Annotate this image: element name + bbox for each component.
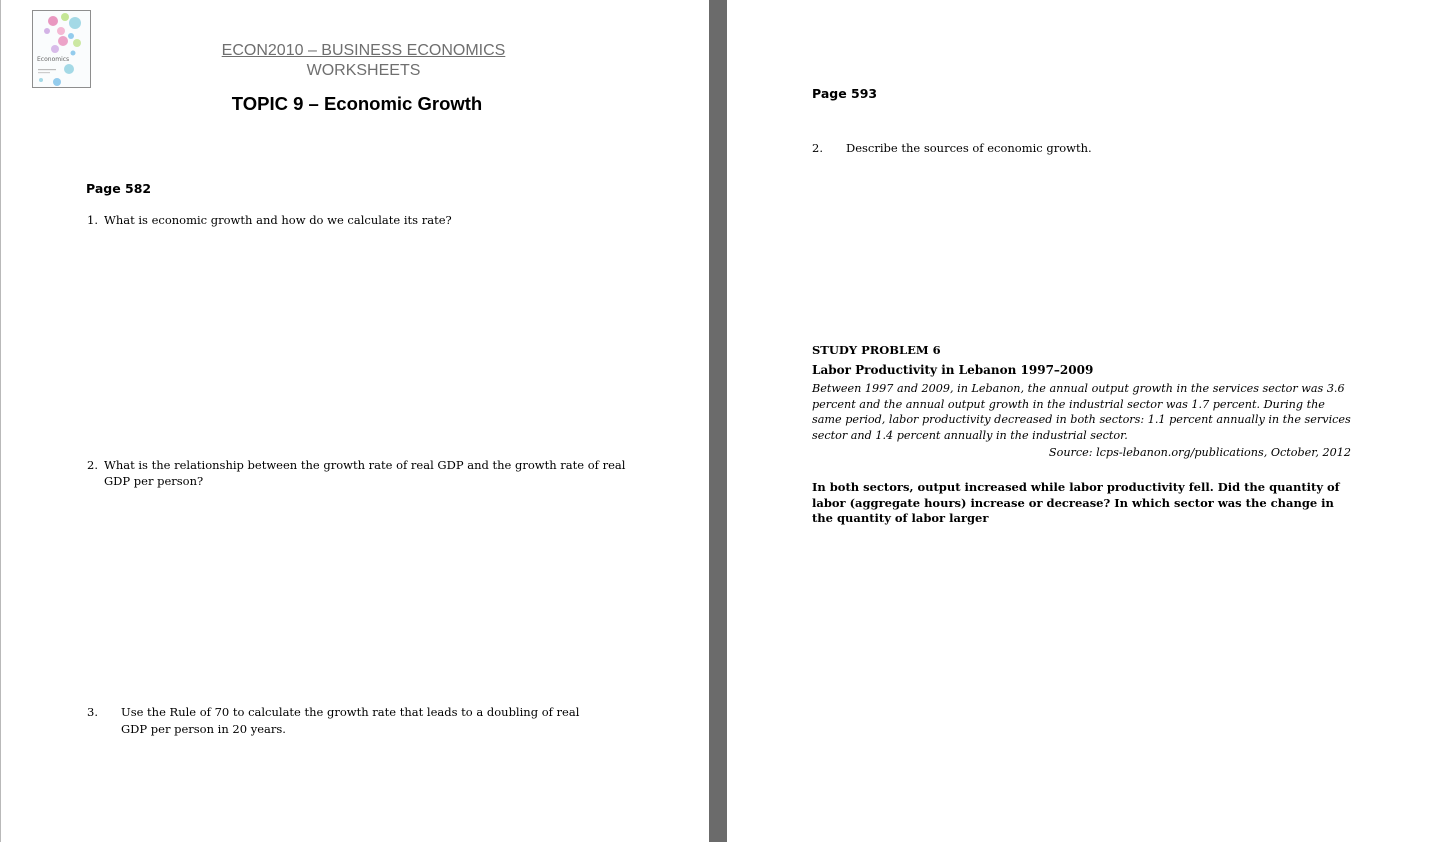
study-problem-body: Between 1997 and 2009, in Lebanon, the annual output growth in the services sector was 3.6 percent and the annual output growth in the industrial sector was 1.7 percent. During the same period, labor productivity decreased in both sectors: 1.1 percent annually in the services sector and 1.4 percent annually in the industrial sector.: [812, 382, 1351, 442]
question-item: [812, 140, 1357, 156]
study-problem-question: In both sectors, output increased while labor productivity fell. Did the quantity of labor (aggregate hours) increase or decrease? In which sector was the change in the quantity of labor larger: [812, 480, 1340, 525]
question-text: Describe the sources of economic growth.: [846, 141, 1092, 155]
study-problem-source: Source: lcps-lebanon.org/publications, October, 2012: [1048, 446, 1351, 459]
textbook-cover-art: [33, 11, 90, 87]
worksheet-page-left: [0, 0, 709, 842]
question-number: 1.: [87, 213, 98, 227]
worksheet-page-right: [727, 0, 1439, 842]
course-subtitle: WORKSHEETS: [306, 62, 421, 79]
question-number: 3.: [87, 705, 98, 719]
page-gutter: [709, 0, 727, 842]
question-item: [87, 457, 632, 489]
topic-title: TOPIC 9 – Economic Growth: [231, 93, 483, 114]
question-text: What is economic growth and how do we calculate its rate?: [104, 213, 452, 227]
question-text: Use the Rule of 70 to calculate the growth rate that leads to a doubling of real GDP per person in 20 years.: [121, 705, 580, 736]
page-reference: Page 582: [86, 181, 152, 196]
question-number: 2.: [87, 458, 98, 472]
question-item: [87, 704, 607, 738]
page-reference: Page 593: [812, 86, 878, 101]
question-item: [87, 212, 632, 228]
question-text: What is the relationship between the growth rate of real GDP and the growth rate of real GDP per person?: [104, 458, 626, 488]
textbook-cover-image: [32, 10, 91, 88]
study-problem-title: Labor Productivity in Lebanon 1997–2009: [812, 363, 1094, 377]
course-title: ECON2010 – BUSINESS ECONOMICS: [221, 42, 506, 59]
textbook-cover-title: Economics: [37, 56, 70, 63]
question-number: 2.: [812, 141, 823, 155]
study-problem-heading: STUDY PROBLEM 6: [812, 343, 941, 357]
